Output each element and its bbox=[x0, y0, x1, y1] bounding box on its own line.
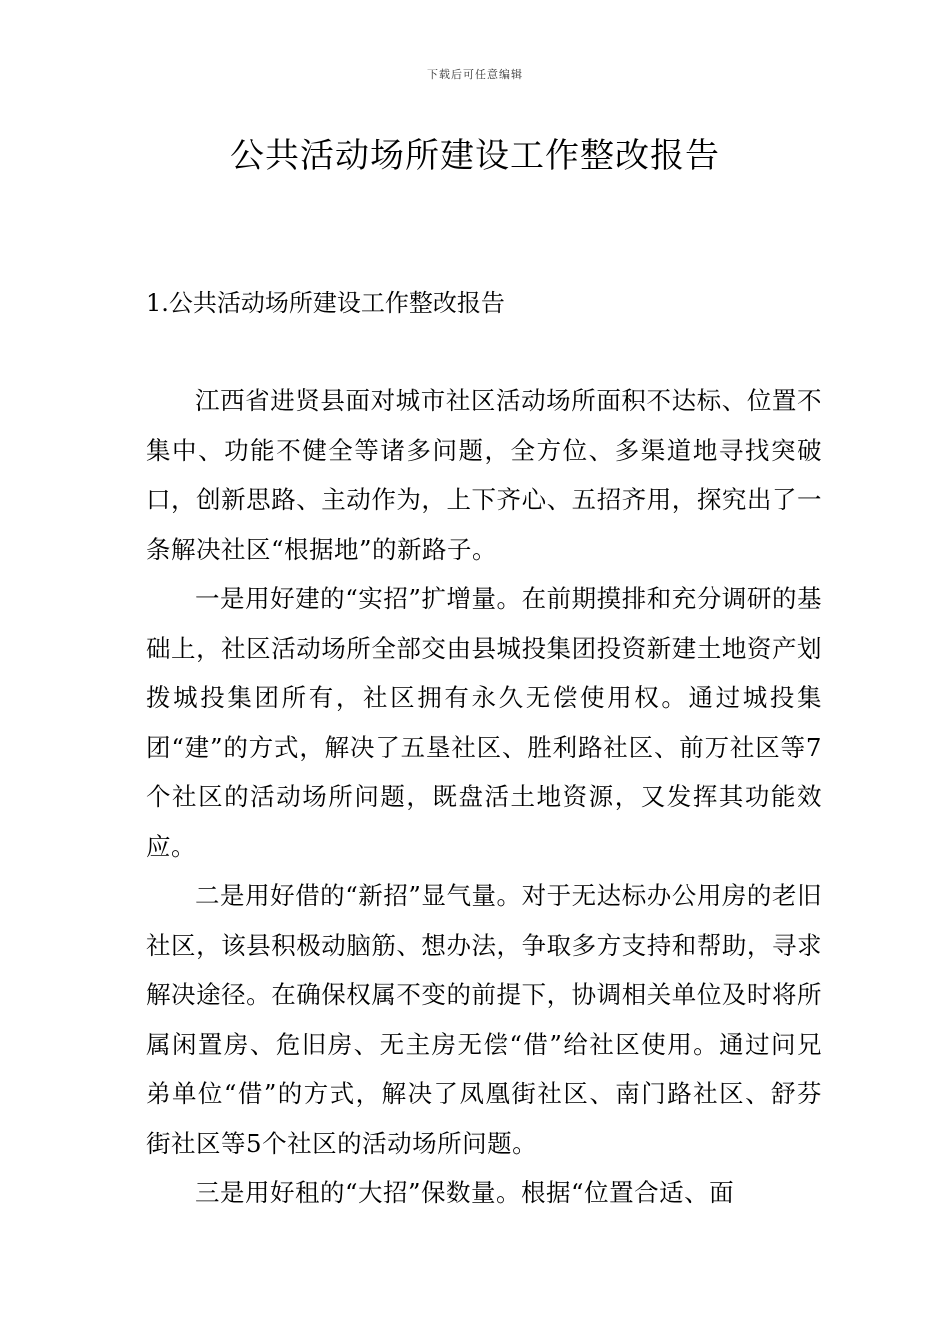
paragraph-rent: 三是用好租的“大招”保数量。根据“位置合适、面 bbox=[195, 1178, 735, 1207]
paragraph-build: 一是用好建的“实招”扩增量。在前期摸排和充分调研的基础上，社区活动场所全部交由县城投集团投资新建土地资产划拨城投集团所有，社区拥有永久无偿使用权。通过城投集团“建”的方式，解决了五垦社区、胜利路社区、前万社区等7个社区的活动场所问题，既盘活土地资源，又发挥其功能效应。 bbox=[146, 584, 822, 861]
document-title: 公共活动场所建设工作整改报告 bbox=[230, 136, 720, 176]
header-watermark: 下载后可任意编辑 bbox=[427, 68, 523, 81]
paragraph-borrow: 二是用好借的“新招”显气量。对于无达标办公用房的老旧社区，该县积极动脑筋、想办法，争取多方支持和帮助，寻求解决途径。在确保权属不变的前提下，协调相关单位及时将所属闲置房、危旧房、无主房无偿“借”给社区使用。通过问兄弟单位“借”的方式，解决了凤凰街社区、南门路社区、舒芬街社区等5个社区的活动场所问题。 bbox=[146, 881, 822, 1158]
paragraph-intro: 江西省进贤县面对城市社区活动场所面积不达标、位置不集中、功能不健全等诸多问题，全方位、多渠道地寻找突破口，创新思路、主动作为，上下齐心、五招齐用，探究出了一条解决社区“根据地”的新路子。 bbox=[146, 386, 822, 564]
body-text bbox=[146, 376, 822, 1218]
section-heading: 1.公共活动场所建设工作整改报告 bbox=[146, 289, 505, 317]
